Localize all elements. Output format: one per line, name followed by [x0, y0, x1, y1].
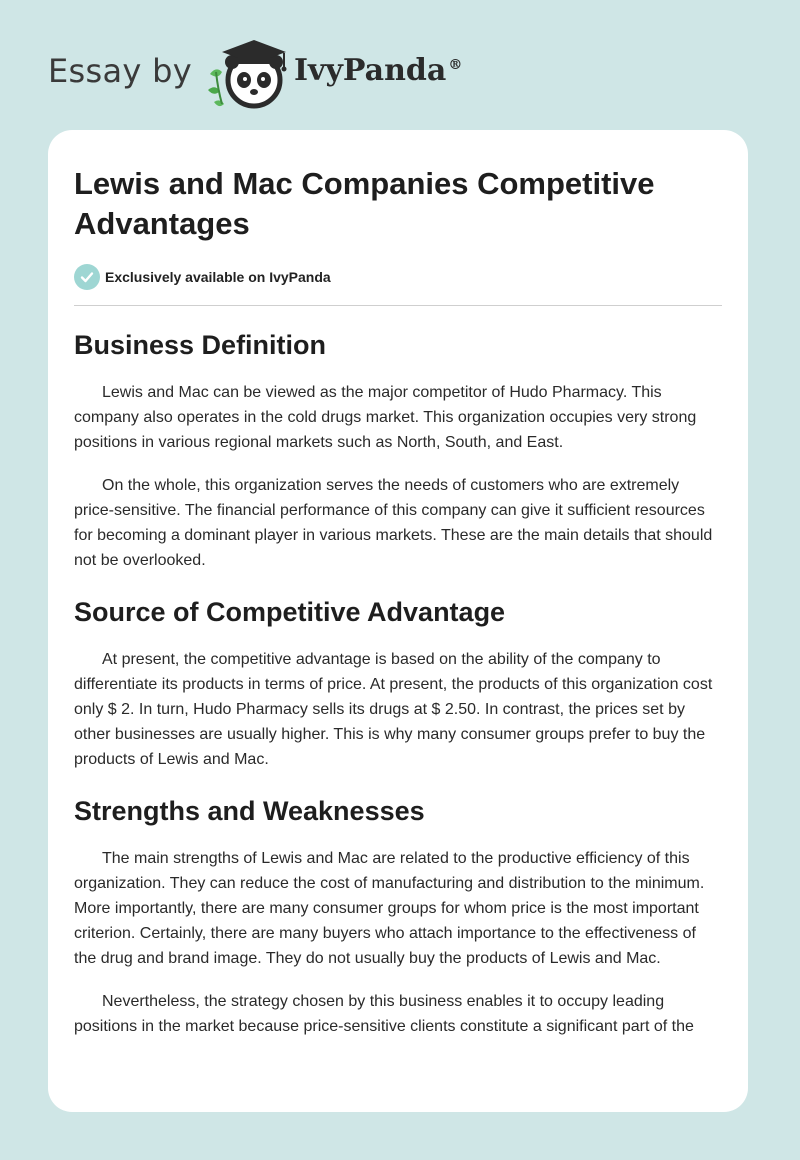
section-heading-source-of-competitive-advantage: Source of Competitive Advantage — [74, 597, 506, 627]
paragraph: Nevertheless, the strategy chosen by this business enables it to occupy leading positions in the market because price-sensitive clients constitute a significant part of the — [74, 993, 694, 1035]
article-body — [74, 164, 722, 1039]
essay-by-label: Essay by — [48, 52, 192, 90]
registered-mark: ® — [448, 57, 463, 73]
brand-name[interactable]: IvyPanda ® — [294, 53, 463, 88]
paragraph: At present, the competitive advantage is based on the ability of the company to differentiate its products in terms of price. At present, the products of this organization cost only $ 2. In turn, Hudo Pharmacy sells its drugs at $ 2.50. In contrast, the prices set by other businesses are usually higher. This is why many consumer groups prefer to buy the products of Lewis and Mac. — [74, 651, 713, 768]
paragraph: Lewis and Mac can be viewed as the major competitor of Hudo Pharmacy. This company also operates in the cold drugs market. This organization occupies very strong positions in various regional markets such as North, South, and East. — [74, 384, 697, 451]
article-title: Lewis and Mac Companies Competitive Advantages — [74, 166, 655, 241]
site-header — [48, 30, 548, 114]
section-heading-business-definition: Business Definition — [74, 330, 327, 360]
divider — [74, 305, 722, 306]
exclusive-badge-text: Exclusively available on IvyPanda — [105, 269, 331, 285]
article-card — [48, 130, 748, 1112]
paragraph: The main strengths of Lewis and Mac are related to the productive efficiency of this organization. They can reduce the cost of manufacturing and distribution to the minimum. More importantly, there are many consumer groups for whom price is the most important criterion. Certainly, there are many buyers who attach importance to the effectiveness of the drug and brand image. They do not usually buy the products of Lewis and Mac. — [74, 850, 705, 967]
paragraph: On the whole, this organization serves the needs of customers who are extremely price-sensitive. The financial performance of this company can give it sufficient resources for becoming a dominant player in various markets. These are the main details that should not be overlooked. — [74, 477, 713, 569]
check-circle-icon — [74, 264, 100, 290]
section-heading-strengths-and-weaknesses: Strengths and Weaknesses — [74, 796, 425, 826]
exclusive-badge — [74, 262, 722, 292]
panda-graduate-icon[interactable] — [202, 34, 302, 110]
